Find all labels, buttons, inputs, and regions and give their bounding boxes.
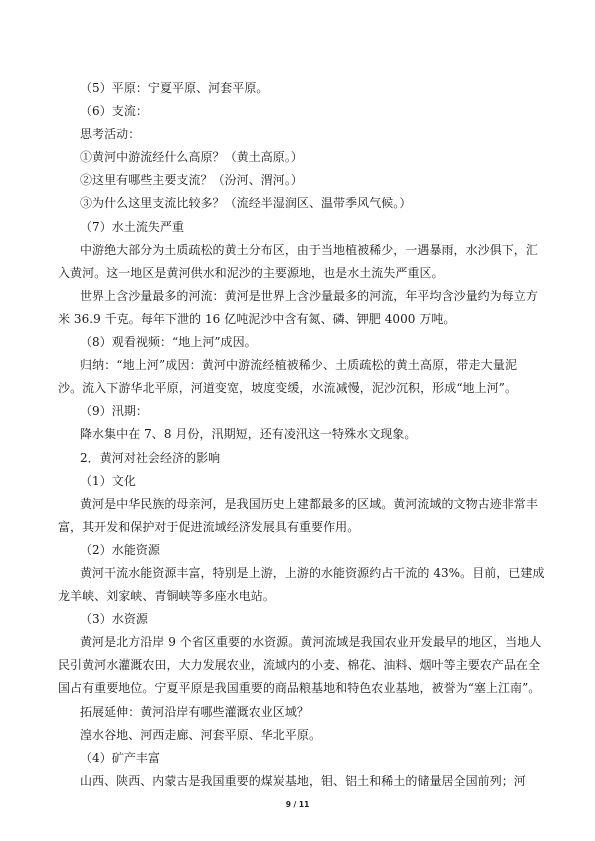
text-line: 中游绝大部分为土质疏松的黄土分布区，由于当地植被稀少，一遇暴雨，水沙俱下，汇 bbox=[80, 242, 538, 257]
text-line: 山西、陕西、内蒙古是我国重要的煤炭基地，钼、铝土和稀土的储量居全国前列；河 bbox=[80, 773, 526, 788]
text-line: （2）水能资源 bbox=[80, 542, 160, 557]
text-line: （7）水土流失严重 bbox=[80, 219, 185, 234]
text-line: （1）文化 bbox=[80, 473, 136, 488]
page-number: 9 / 11 bbox=[285, 800, 310, 809]
text-line: 思考活动： bbox=[80, 127, 141, 142]
text-line: （4）矿产丰富 bbox=[80, 750, 160, 765]
text-line: 米 36.9 千克。每年下泄的 16 亿吨泥沙中含有氮、磷、钾肥 4000 万吨。 bbox=[58, 311, 456, 326]
text-line: （9）汛期： bbox=[80, 404, 148, 419]
text-line: 黄河干流水能资源丰富，特别是上游，上游的水能资源约占干流的 43%。目前，已建成 bbox=[80, 565, 545, 580]
text-line: ③为什么这里支流比较多？（流经半湿润区、温带季风气候。） bbox=[80, 196, 412, 211]
text-line: 沙。流入下游华北平原，河道变宽，坡度变缓，水流减慢，泥沙沉积，形成“地上河”。 bbox=[58, 381, 517, 396]
document-body bbox=[58, 77, 545, 793]
text-line: 拓展延伸：黄河沿岸有哪些灌溉农业区域？ bbox=[80, 704, 309, 719]
text-line: 湟水谷地、河西走廊、河套平原、华北平原。 bbox=[80, 727, 322, 742]
text-line: （8）观看视频：“地上河”成因。 bbox=[80, 335, 257, 350]
text-line: 民引黄河水灌溉农田，大力发展农业，流域内的小麦、棉花、油料、烟叶等主要农产品在全 bbox=[58, 658, 541, 673]
text-line: 黄河是北方沿岸 9 个省区重要的水资源。黄河流域是我国农业开发最早的地区，当地人 bbox=[80, 635, 542, 650]
text-line: 降水集中在 7、8 月份，汛期短，还有凌汛这一特殊水文现象。 bbox=[80, 427, 417, 442]
text-line: ②这里有哪些主要支流？（汾河、渭河。） bbox=[80, 173, 303, 188]
text-line: 富，其开发和保护对于促进流域经济发展具有重要作用。 bbox=[58, 519, 360, 534]
text-line: （3）水资源 bbox=[80, 612, 148, 627]
text-line: 国占有重要地位。宁夏平原是我国重要的商品粮基地和特色农业基地，被誉为“塞上江南”。 bbox=[58, 681, 541, 696]
text-line: （6）支流： bbox=[80, 104, 148, 119]
text-line: 归纳：“地上河”成因：黄河中游流经植被稀少、土质疏松的黄土高原，带走大量泥 bbox=[80, 358, 517, 373]
text-line: 入黄河。这一地区是黄河供水和泥沙的主要源地，也是水土流失严重区。 bbox=[58, 265, 444, 280]
text-line: 2．黄河对社会经济的影响 bbox=[80, 450, 221, 465]
text-line: 世界上含沙量最多的河流：黄河是世界上含沙量最多的河流，年平均含沙量约为每立方 bbox=[80, 288, 538, 303]
text-line: 龙羊峡、刘家峡、青铜峡等多座水电站。 bbox=[58, 589, 275, 604]
text-line: 黄河是中华民族的母亲河，是我国历史上建都最多的区域。黄河流域的文物古迹非常丰 bbox=[80, 496, 538, 511]
text-line: （5）平原：宁夏平原、河套平原。 bbox=[80, 81, 269, 95]
text-line: ①黄河中游流经什么高原？（黄土高原。） bbox=[80, 150, 303, 165]
